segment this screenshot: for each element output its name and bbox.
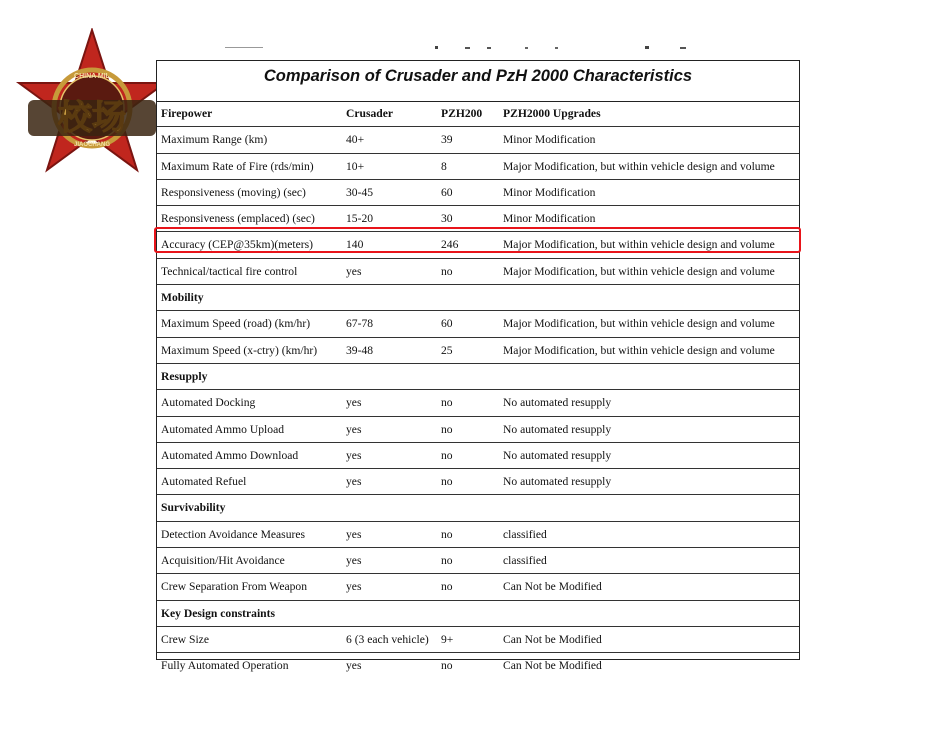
comparison-document	[156, 60, 800, 673]
crusader-value: 10+	[346, 159, 365, 173]
crusader-value: yes	[346, 527, 362, 541]
upgrade-note: classified	[503, 554, 547, 568]
pzh-value: 60	[441, 185, 453, 199]
scan-artifacts	[225, 44, 705, 52]
section-title: Key Design constraints	[161, 606, 276, 620]
comparison-table	[157, 101, 799, 673]
section-title: Mobility	[161, 291, 204, 305]
column-header: Firepower	[161, 107, 213, 120]
section-title: Survivability	[161, 501, 226, 515]
table-row	[157, 311, 799, 337]
table-row	[157, 574, 799, 600]
upgrade-note: Major Modification, but within vehicle design and volume	[503, 317, 775, 331]
column-header: PZH2000 Upgrades	[503, 107, 601, 120]
pzh-value: 9+	[441, 632, 454, 646]
pzh-value: no	[441, 475, 453, 489]
upgrade-note: No automated resupply	[503, 475, 612, 489]
pzh-value: no	[441, 422, 453, 436]
pzh-value: no	[441, 527, 453, 541]
svg-text:CHINA MIL: CHINA MIL	[74, 73, 110, 80]
upgrade-note: Major Modification, but within vehicle design and volume	[503, 264, 775, 278]
row-label: Crew Size	[161, 632, 209, 646]
row-label: Crew Separation From Weapon	[161, 580, 307, 594]
pzh-value: no	[441, 580, 453, 594]
row-label: Responsiveness (moving) (sec)	[161, 185, 306, 199]
table-row	[157, 259, 799, 285]
row-label: Accuracy (CEP@35km)(meters)	[161, 238, 314, 252]
upgrade-note: Minor Modification	[503, 133, 596, 147]
crusader-value: yes	[346, 264, 362, 278]
crusader-value: yes	[346, 659, 362, 673]
section-title: Resupply	[161, 369, 208, 383]
crusader-value: yes	[346, 475, 362, 489]
table-row	[157, 417, 799, 443]
crusader-value: yes	[346, 448, 362, 462]
upgrade-note: Can Not be Modified	[503, 632, 602, 646]
upgrade-note: No automated resupply	[503, 422, 612, 436]
upgrade-note: Minor Modification	[503, 185, 596, 199]
pzh-value: no	[441, 448, 453, 462]
crusader-value: yes	[346, 580, 362, 594]
table-row	[157, 653, 799, 678]
upgrade-note: No automated resupply	[503, 396, 612, 410]
crusader-value: yes	[346, 554, 362, 568]
star-emblem-icon	[14, 28, 170, 176]
row-label: Fully Automated Operation	[161, 659, 289, 673]
table-row	[157, 127, 799, 153]
upgrade-note: classified	[503, 527, 547, 541]
row-label: Automated Refuel	[161, 475, 247, 489]
table-row	[157, 627, 799, 653]
section-header-row	[157, 495, 799, 521]
row-label: Maximum Rate of Fire (rds/min)	[161, 159, 314, 173]
column-header: PZH200	[441, 107, 483, 120]
upgrade-note: Major Modification, but within vehicle design and volume	[503, 238, 775, 252]
crusader-value: 140	[346, 238, 364, 252]
upgrade-note: Minor Modification	[503, 212, 596, 226]
pzh-value: no	[441, 554, 453, 568]
upgrade-note: Major Modification, but within vehicle design and volume	[503, 159, 775, 173]
upgrade-note: Major Modification, but within vehicle design and volume	[503, 343, 775, 357]
table-row	[157, 338, 799, 364]
row-label: Responsiveness (emplaced) (sec)	[161, 212, 315, 226]
upgrade-note: Can Not be Modified	[503, 580, 602, 594]
table-row	[157, 180, 799, 206]
table-row	[157, 548, 799, 574]
pzh-value: 60	[441, 317, 453, 331]
upgrade-note: Can Not be Modified	[503, 659, 602, 673]
row-label: Automated Ammo Upload	[161, 422, 285, 436]
table-header-row	[157, 101, 799, 127]
crusader-value: 6 (3 each vehicle)	[346, 632, 429, 646]
row-label: Maximum Speed (road) (km/hr)	[161, 317, 311, 331]
table-row	[157, 469, 799, 495]
pzh-value: 246	[441, 238, 459, 252]
table-row	[157, 443, 799, 469]
crusader-value: yes	[346, 396, 362, 410]
pzh-value: 25	[441, 343, 453, 357]
pzh-value: 39	[441, 133, 453, 147]
svg-text:JIAOCHANG: JIAOCHANG	[73, 142, 111, 148]
pzh-value: 8	[441, 159, 447, 173]
highlight-box	[154, 227, 801, 253]
crusader-value: 30-45	[346, 185, 374, 199]
upgrade-note: No automated resupply	[503, 448, 612, 462]
crusader-value: yes	[346, 422, 362, 436]
section-header-row	[157, 601, 799, 627]
section-header-row	[157, 364, 799, 390]
row-label: Maximum Range (km)	[161, 133, 268, 147]
row-label: Automated Docking	[161, 396, 256, 410]
logo-characters: 校场	[58, 98, 126, 138]
table-row	[157, 522, 799, 548]
table-row	[157, 390, 799, 416]
row-label: Technical/tactical fire control	[161, 264, 298, 278]
row-label: Detection Avoidance Measures	[161, 527, 306, 541]
section-header-row	[157, 285, 799, 311]
pzh-value: no	[441, 396, 453, 410]
pzh-value: no	[441, 659, 453, 673]
document-title: Comparison of Crusader and PzH 2000 Characteristics	[157, 61, 799, 102]
pzh-value: no	[441, 264, 453, 278]
table-row	[157, 154, 799, 180]
column-header: Crusader	[346, 107, 394, 120]
crusader-value: 40+	[346, 133, 365, 147]
crusader-value: 15-20	[346, 212, 374, 226]
pzh-value: 30	[441, 212, 453, 226]
jiaochang-logo	[14, 28, 170, 176]
row-label: Maximum Speed (x-ctry) (km/hr)	[161, 343, 318, 357]
row-label: Automated Ammo Download	[161, 448, 299, 462]
crusader-value: 67-78	[346, 317, 374, 331]
row-label: Acquisition/Hit Avoidance	[161, 554, 285, 568]
crusader-value: 39-48	[346, 343, 374, 357]
